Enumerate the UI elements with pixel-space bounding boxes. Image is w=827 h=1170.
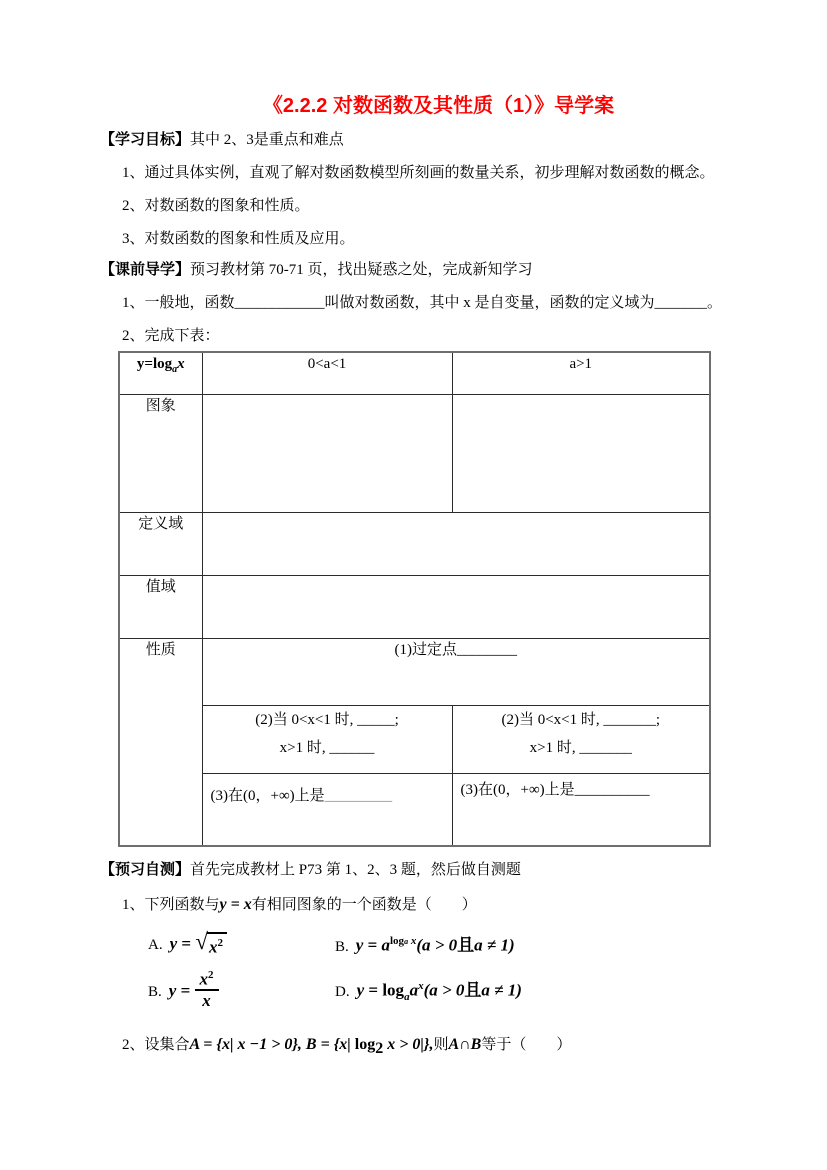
option-d-log: log — [382, 980, 405, 1000]
table-header-case2: a>1 — [452, 352, 710, 395]
option-b2-y: y — [168, 980, 177, 1000]
props2-left-line1: (2)当 0<x<1 时, _____; — [255, 712, 399, 728]
preclass-subtitle: 预习教材第 70-71 页，找出疑惑之处，完成新知学习 — [190, 262, 533, 278]
option-a-exponent: 2 — [217, 936, 223, 949]
option-b1-qie: 且 — [457, 935, 475, 955]
sqrt-expression — [195, 928, 227, 957]
preclass-item-2: 2、完成下表： — [122, 328, 220, 344]
q2-log: log — [354, 1036, 376, 1053]
objective-item-2: 2、对数函数的图象和性质。 — [122, 198, 310, 214]
option-b1-exponent — [390, 935, 416, 947]
row-label-domain: 定义域 — [119, 513, 202, 576]
page-title: 《2.2.2 对数函数及其性质（1）》导学案 — [262, 95, 615, 117]
option-d-base: a — [409, 980, 419, 1000]
q1-math-y-equals-x: y = x — [219, 896, 252, 913]
formula-sub-a: a — [172, 364, 178, 375]
preclass-bracket: 【课前导学】 — [100, 261, 191, 278]
exp-log-sub: a — [404, 937, 409, 946]
props-interval-case2 — [452, 774, 710, 847]
section-objectives-header — [100, 129, 767, 151]
table-row-range — [119, 576, 710, 639]
exp-x: x — [408, 935, 417, 947]
exp-log: log — [390, 935, 405, 947]
section-selftest-header — [100, 859, 767, 881]
table-row-domain — [119, 513, 710, 576]
preclass-item-1: 1、一般地，函数____________叫做对数函数，其中 x 是自变量，函数的定义域为_______。 — [122, 295, 723, 311]
formula-y-log-a-x — [136, 356, 185, 375]
table-row-props-3 — [119, 774, 710, 847]
table-header-row — [119, 352, 710, 395]
objective-item-1: 1、通过具体实例，直观了解对数函数模型所刻画的数量关系，初步理解对数函数的概念。 — [122, 165, 715, 181]
q2-mid: 则 — [433, 1037, 449, 1053]
question-2 — [122, 1034, 767, 1060]
props2-right-line2: x>1 时, _______ — [529, 740, 632, 756]
domain-cell — [202, 513, 710, 576]
option-b1 — [335, 930, 767, 958]
q2-set-tail: x > 0|}, — [383, 1036, 434, 1053]
formula-pre: y=log — [136, 356, 173, 372]
section-preclass-header — [100, 259, 767, 281]
table-row-props-2 — [119, 706, 710, 774]
option-d — [335, 975, 767, 1008]
option-b1-base: a — [381, 935, 390, 955]
objectives-subtitle: 其中 2、3是重点和难点 — [190, 132, 344, 148]
selftest-bracket: 【预习自测】 — [100, 861, 191, 878]
props2-left-line2: x>1 时, ______ — [279, 740, 375, 756]
option-d-qie: 且 — [464, 980, 482, 1000]
option-d-label: D. — [335, 983, 350, 1000]
props-monotonic-case2 — [452, 706, 710, 774]
equals-sign: = — [364, 980, 383, 1000]
table-header-formula-cell — [119, 352, 202, 395]
option-d-cond-1: (a > 0 — [423, 980, 465, 1000]
graph-cell-case2 — [452, 395, 710, 513]
props-fixed-point-cell: (1)过定点________ — [202, 639, 710, 706]
selftest-subtitle: 首先完成教材上 P73 第 1、2、3 题，然后做自测题 — [190, 862, 521, 878]
fraction-denominator: x — [202, 991, 211, 1011]
props2-right-line1: (2)当 0<x<1 时, _______; — [501, 712, 661, 728]
question-1 — [122, 894, 767, 916]
props3-left-text: (3)在(0，+∞)上是 — [210, 788, 325, 804]
radical-icon: √ — [195, 928, 208, 954]
row-label-graph: 图象 — [119, 395, 202, 513]
option-b1-cond-2: a ≠ 1) — [474, 935, 515, 955]
fraction-num-exponent: 2 — [208, 968, 214, 981]
table-row-graph — [119, 395, 710, 513]
option-b1-label: B. — [335, 938, 349, 955]
props-monotonic-case1 — [202, 706, 452, 774]
option-a — [148, 928, 335, 957]
option-a-label: A. — [148, 936, 163, 953]
q1-prefix: 1、下列函数与 — [122, 897, 220, 913]
row-label-props: 性质 — [119, 639, 202, 847]
option-d-y: y — [356, 980, 365, 1000]
props-interval-case1 — [202, 774, 452, 847]
option-b2 — [148, 968, 335, 1011]
row-label-range: 值域 — [119, 576, 202, 639]
q2-set-definitions: A = {x| x −1 > 0}, B = {x| — [189, 1036, 355, 1053]
equals-sign: = — [177, 933, 196, 953]
option-a-base: x — [208, 937, 218, 957]
q2-suffix: 等于（ ） — [481, 1037, 572, 1053]
option-b1-y: y — [355, 935, 364, 955]
table-row-props-1 — [119, 639, 710, 706]
option-a-y: y — [169, 933, 178, 953]
question-1-options — [148, 930, 767, 1010]
q1-suffix: 有相同图象的一个函数是（ ） — [251, 897, 477, 913]
fraction-numerator: x — [199, 969, 208, 989]
option-d-log-sub: a — [404, 991, 410, 1004]
option-b2-label: B. — [148, 983, 162, 1000]
option-d-cond-2: a ≠ 1) — [481, 980, 522, 1000]
q2-intersection: A∩B — [448, 1036, 482, 1053]
table-header-case1: 0<a<1 — [202, 352, 452, 395]
fraction — [195, 970, 219, 1010]
range-cell — [202, 576, 710, 639]
log-function-table — [118, 351, 711, 847]
objectives-bracket: 【学习目标】 — [100, 131, 191, 148]
option-d-exponent: x — [418, 980, 424, 993]
props3-left-blank: _________ — [324, 788, 393, 804]
option-b1-cond-1: (a > 0 — [416, 935, 458, 955]
q2-prefix: 2、设集合 — [122, 1037, 190, 1053]
q2-log-sub: 2 — [375, 1040, 384, 1057]
objective-item-3: 3、对数函数的图象和性质及应用。 — [122, 231, 355, 247]
props3-right-text: (3)在(0，+∞)上是__________ — [460, 782, 650, 798]
graph-cell-case1 — [202, 395, 452, 513]
equals-sign: = — [363, 935, 382, 955]
formula-x: x — [177, 356, 185, 372]
equals-sign: = — [176, 980, 195, 1000]
